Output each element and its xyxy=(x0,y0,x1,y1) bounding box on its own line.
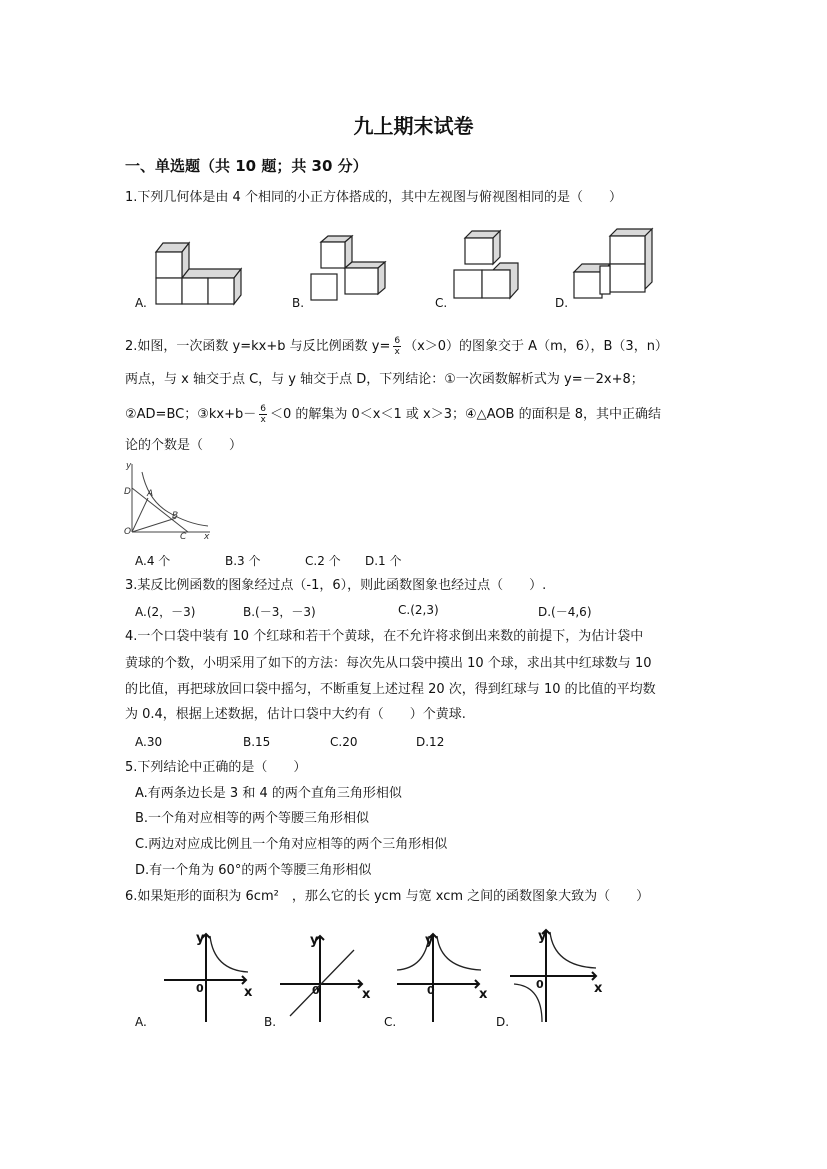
q6-option-c[interactable]: C. xyxy=(384,1015,397,1029)
q2-line3-b: ＜0 的解集为 0＜x＜1 或 x＞3；④△AOB 的面积是 8，其中正确结 xyxy=(269,407,661,422)
q1-option-d[interactable]: D. xyxy=(555,296,569,310)
q2-option-d[interactable]: D.1 个 xyxy=(365,554,402,568)
q5-text: 5.下列结论中正确的是（ ） xyxy=(125,760,307,775)
q6-graph-b xyxy=(276,928,376,1024)
q1-option-b[interactable]: B. xyxy=(292,296,305,310)
q2-fraction-2 xyxy=(259,404,267,425)
q6-a-xlabel: x xyxy=(244,985,253,1000)
q2-frac-den-2: x xyxy=(260,415,266,425)
q4-option-b[interactable]: B.15 xyxy=(243,735,271,749)
q6-text: 6.如果矩形的面积为 6cm² ，那么它的长 ycm 与宽 xcm 之间的函数图象大致为（ ） xyxy=(125,889,650,904)
q2-figure xyxy=(118,460,218,542)
q6-d-ylabel: y xyxy=(538,929,547,944)
q6-b-xlabel: x xyxy=(362,987,371,1002)
q6-graph-d xyxy=(506,926,606,1024)
q6-option-b[interactable]: B. xyxy=(264,1015,277,1029)
q6-option-a[interactable]: A. xyxy=(135,1015,147,1029)
section-heading: 一、单选题（共 10 题；共 30 分） xyxy=(125,157,368,175)
q6-graph-a xyxy=(160,928,260,1024)
q5-option-a[interactable]: A.有两条边长是 3 和 4 的两个直角三角形相似 xyxy=(135,786,402,801)
q2-option-a[interactable]: A.4 个 xyxy=(135,554,171,568)
q6-b-origin: 0 xyxy=(312,984,320,997)
q6-a-ylabel: y xyxy=(196,931,205,946)
q2-fraction-1 xyxy=(393,336,401,357)
q6-b-ylabel: y xyxy=(310,933,319,948)
q2-fig-label-b: B xyxy=(172,511,179,521)
page-title: 九上期末试卷 xyxy=(353,114,474,138)
q2-frac-num-1: 6 xyxy=(394,336,401,346)
q1-figure-a xyxy=(150,238,250,308)
q6-graph-c xyxy=(393,928,493,1024)
q6-c-ylabel: y xyxy=(425,933,434,948)
q3-option-d[interactable]: D.(－4,6) xyxy=(538,605,592,619)
q6-c-origin: 0 xyxy=(427,984,435,997)
q4-line4: 为 0.4，根据上述数据，估计口袋中大约有（ ）个黄球. xyxy=(125,707,466,722)
q3-text: 3.某反比例函数的图象经过点（-1，6），则此函数图象也经过点（ ）. xyxy=(125,578,547,593)
q2-line1 xyxy=(125,336,668,357)
q2-line1-a: 2.如图，一次函数 y=kx+b 与反比例函数 y= xyxy=(125,339,391,354)
q6-a-origin: 0 xyxy=(196,982,204,995)
q4-option-a[interactable]: A.30 xyxy=(135,735,163,749)
q5-option-d[interactable]: D.有一个角为 60°的两个等腰三角形相似 xyxy=(135,863,372,878)
q4-line1: 4.一个口袋中装有 10 个红球和若干个黄球，在不允许将求倒出来数的前提下，为估计袋中 xyxy=(125,629,644,644)
q6-option-d[interactable]: D. xyxy=(496,1015,510,1029)
q2-line3-a: ②AD=BC；③kx+b－ xyxy=(125,407,257,422)
q1-figure-d xyxy=(570,226,660,304)
q2-frac-den-1: x xyxy=(394,347,400,357)
q2-line2: 两点，与 x 轴交于点 C，与 y 轴交于点 D，下列结论：①一次函数解析式为 y=－2x+8； xyxy=(125,372,644,387)
q6-d-origin: 0 xyxy=(536,978,544,991)
q2-option-b[interactable]: B.3 个 xyxy=(225,554,261,568)
q2-fig-label-x: x xyxy=(204,532,210,542)
q5-option-b[interactable]: B.一个角对应相等的两个等腰三角形相似 xyxy=(135,811,370,826)
q2-fig-label-d: D xyxy=(124,487,131,497)
q4-option-d[interactable]: D.12 xyxy=(416,735,445,749)
q4-line2: 黄球的个数，小明采用了如下的方法：每次先从口袋中摸出 10 个球，求出其中红球数与 10 xyxy=(125,656,652,671)
q2-fig-label-c: C xyxy=(180,532,187,542)
q6-c-xlabel: x xyxy=(479,987,488,1002)
q3-option-b[interactable]: B.(－3，－3) xyxy=(243,605,316,619)
q2-frac-num-2: 6 xyxy=(260,404,266,414)
q6-d-xlabel: x xyxy=(594,981,603,996)
q3-option-c[interactable]: C.(2,3) xyxy=(398,603,439,617)
q1-figure-c xyxy=(450,228,530,303)
q4-line3: 的比值，再把球放回口袋中摇匀，不断重复上述过程 20 次，得到红球与 10 的比值的平均数 xyxy=(125,682,656,697)
q5-option-c[interactable]: C.两边对应成比例且一个角对应相等的两个三角形相似 xyxy=(135,837,448,852)
q2-line1-b: （x＞0）的图象交于 A（m，6），B（3，n） xyxy=(404,339,668,354)
q3-option-a[interactable]: A.(2，－3) xyxy=(135,605,196,619)
q2-fig-label-y: y xyxy=(126,461,132,471)
q4-option-c[interactable]: C.20 xyxy=(330,735,358,749)
q1-figure-b xyxy=(305,234,395,306)
q2-fig-label-a: A xyxy=(147,489,154,499)
q2-fig-label-o: O xyxy=(124,527,132,537)
q1-text: 1.下列几何体是由 4 个相同的小正方体搭成的，其中左视图与俯视图相同的是（ ） xyxy=(125,190,622,205)
q1-option-a[interactable]: A. xyxy=(135,296,147,310)
q1-option-c[interactable]: C. xyxy=(435,296,448,310)
q2-option-c[interactable]: C.2 个 xyxy=(305,554,341,568)
q2-line3 xyxy=(125,404,661,425)
q2-line4: 论的个数是（ ） xyxy=(125,438,243,453)
